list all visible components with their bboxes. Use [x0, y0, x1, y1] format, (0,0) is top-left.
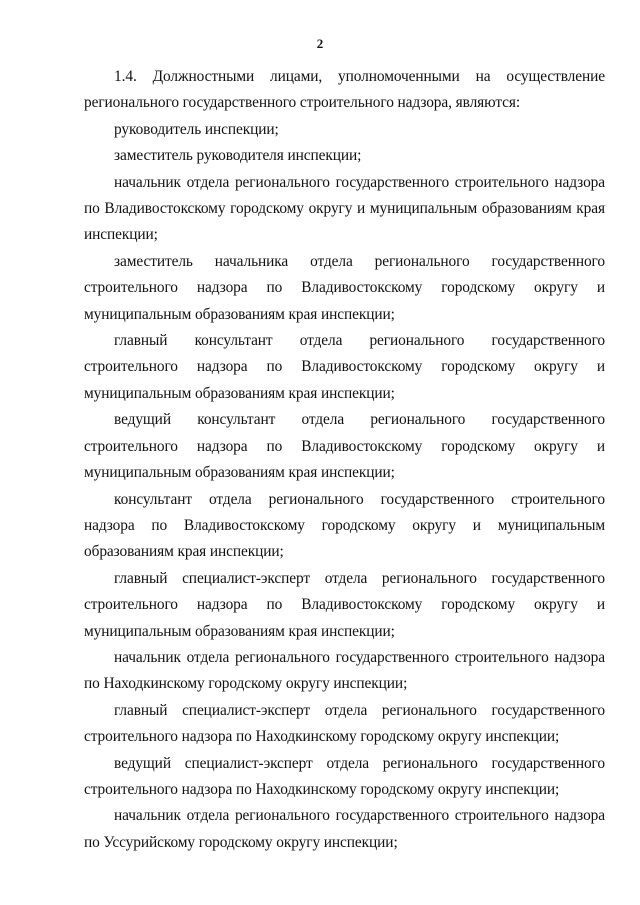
- list-item-nakhodka-department-head: начальник отдела регионального государственного строительного надзора по Находкинскому городскому округу инспекции;: [84, 648, 605, 693]
- list-item-vladivostok-deputy-department-head: заместитель начальника отдела регионального государственного строительного надзора по Владивостокскому городскому округу и муниципальным образованиям края инспекции;: [84, 252, 605, 323]
- list-item-nakhodka-leading-specialist-expert: ведущий специалист-эксперт отдела регионального государственного строительного надзора по Находкинскому городскому округу инспекции;: [84, 754, 605, 798]
- list-item-ussuriysk-department-head: начальник отдела регионального государственного строительного надзора по Уссурийскому городскому округу инспекции;: [84, 807, 605, 851]
- document-body: [84, 64, 605, 856]
- list-item-vladivostok-department-head: начальник отдела регионального государственного строительного надзора по Владивостокскому городскому округу и муниципальным образованиям края инспекции;: [84, 173, 605, 244]
- list-item-vladivostok-chief-specialist-expert: главный специалист-эксперт отдела регионального государственного строительного надзора по Владивостокскому городскому округу и муниципальным образованиям края инспекции;: [84, 569, 605, 640]
- list-item-deputy-head-of-inspection: заместитель руководителя инспекции;: [114, 147, 362, 165]
- list-item-vladivostok-chief-consultant: главный консультант отдела регионального государственного строительного надзора по Владивостокскому городскому округу и муниципальным образованиям края инспекции;: [84, 332, 605, 402]
- list-item-nakhodka-chief-specialist-expert: главный специалист-эксперт отдела регионального государственного строительного надзора по Находкинскому городскому округу инспекции;: [84, 701, 605, 746]
- page-number: 2: [316, 36, 324, 51]
- list-item-head-of-inspection: руководитель инспекции;: [114, 120, 279, 138]
- list-item-vladivostok-consultant: консультант отдела регионального государственного строительного надзора по Владивостокскому городскому округу и муниципальным образованиям края инспекции;: [84, 490, 605, 561]
- paragraph-1-4-intro: 1.4. Должностными лицами, уполномоченными на осуществление регионального государственного строительного надзора, являются:: [84, 68, 605, 112]
- list-item-vladivostok-leading-consultant: ведущий консультант отдела регионального государственного строительного надзора по Владивостокскому городскому округу и муниципальным образованиям края инспекции;: [84, 411, 605, 482]
